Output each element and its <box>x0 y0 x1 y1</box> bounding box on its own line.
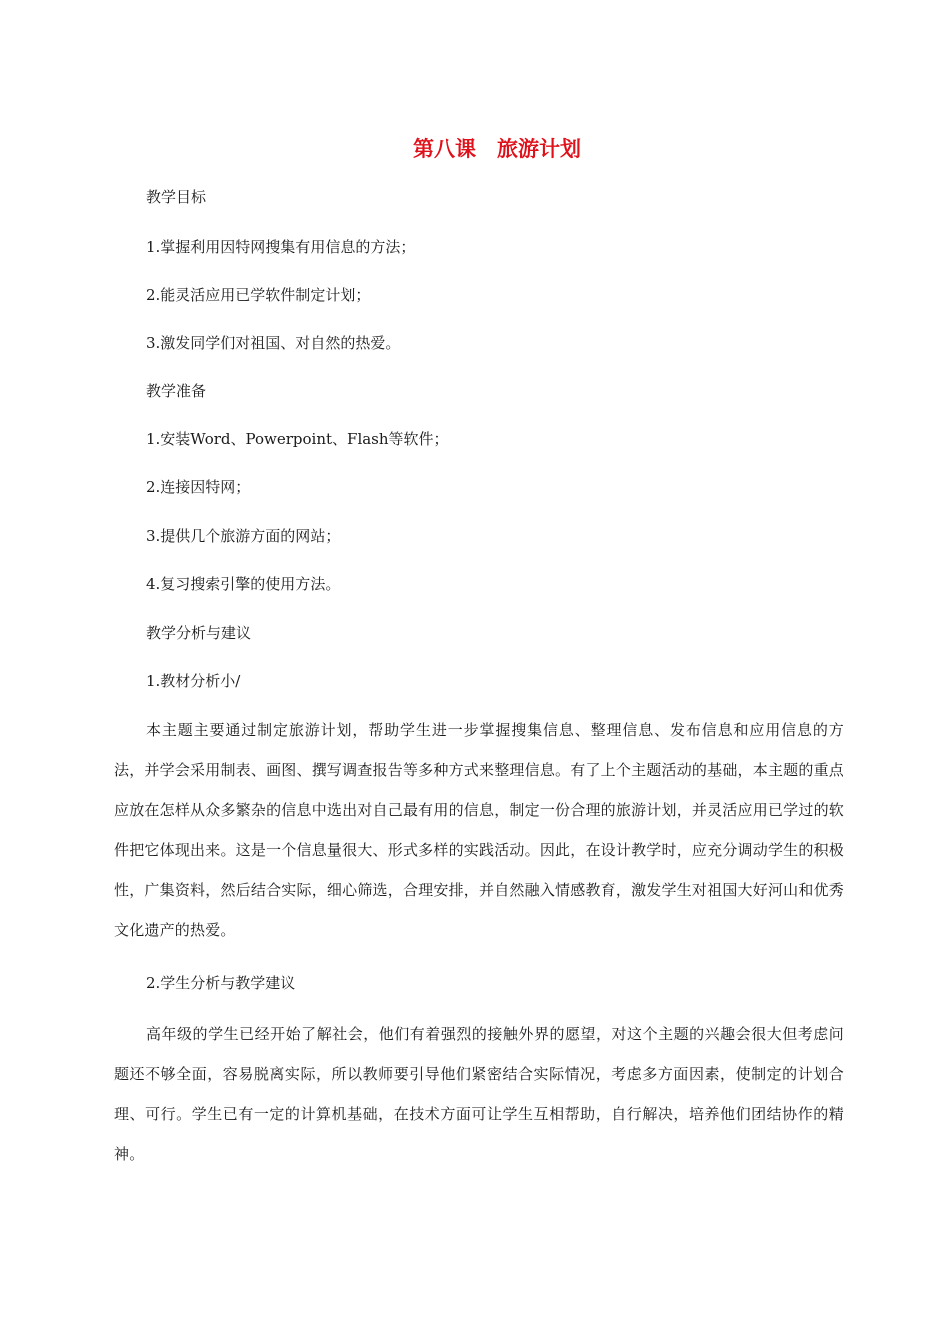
prep-item-3: 3.提供几个旅游方面的网站； <box>146 527 341 545</box>
prep-heading: 教学准备 <box>146 382 207 400</box>
goal-item-3: 3.激发同学们对祖国、对自然的热爱。 <box>146 334 401 352</box>
material-heading: 1.教材分析小/ <box>146 672 241 690</box>
goal-item-1: 1.掌握利用因特网搜集有用信息的方法； <box>146 238 416 256</box>
goals-heading: 教学目标 <box>146 188 207 206</box>
page-title: 第八课 旅游计划 <box>413 137 581 161</box>
student-paragraph: 高年级的学生已经开始了解社会，他们有着强烈的接触外界的愿望，对这个主题的兴趣会很大但考虑问题还不够全面，容易脱离实际，所以教师要引导他们紧密结合实际情况，考虑多方面因素，使制定的计划合理、可行。学生已有一定的计算机基础，在技术方面可让学生互相帮助，自行解决，培养他们团结协作的精神。 <box>114 1025 844 1163</box>
student-heading: 2.学生分析与教学建议 <box>146 974 296 992</box>
material-paragraph: 本主题主要通过制定旅游计划，帮助学生进一步掌握搜集信息、整理信息、发布信息和应用信息的方法，并学会采用制表、画图、撰写调查报告等多种方式来整理信息。有了上个主题活动的基础，本主题的重点应放在怎样从众多繁杂的信息中选出对自己最有用的信息，制定一份合理的旅游计划，并灵活应用已学过的软件把它体现出来。这是一个信息量很大、形式多样的实践活动。因此，在设计教学时，应充分调动学生的积极性，广集资料，然后结合实际，细心筛选，合理安排，并自然融入情感教育，激发学生对祖国大好河山和优秀文化遗产的热爱。 <box>114 721 844 939</box>
prep-item-2: 2.连接因特网； <box>146 478 251 496</box>
prep-item-1: 1.安装Word、Powerpoint、Flash等软件； <box>146 430 449 448</box>
analysis-heading: 教学分析与建议 <box>146 624 252 642</box>
prep-item-4: 4.复习搜索引擎的使用方法。 <box>146 575 341 593</box>
goal-item-2: 2.能灵活应用已学软件制定计划； <box>146 286 371 304</box>
